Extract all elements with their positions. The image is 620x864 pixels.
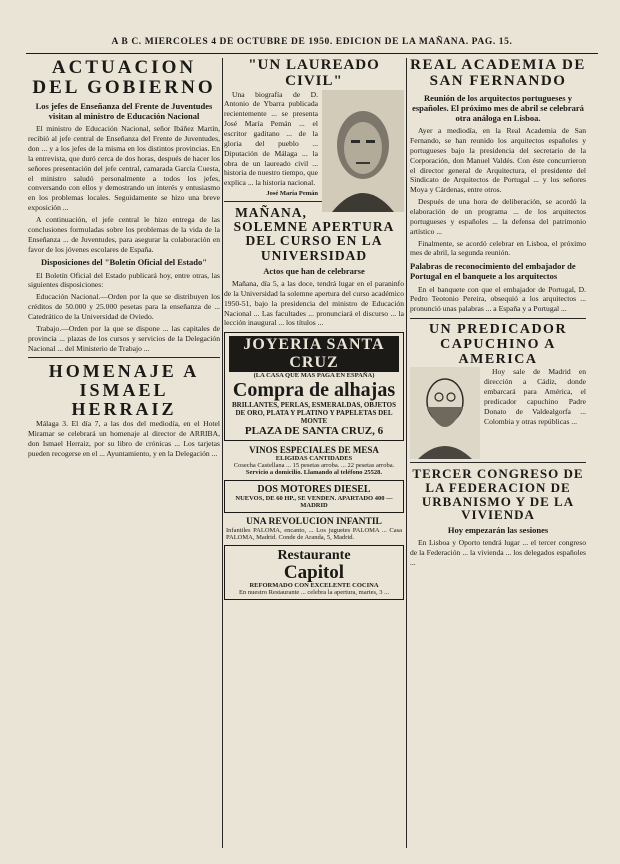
headline-predicador: UN PREDICADOR CAPUCHINO A AMERICA: [428, 322, 568, 367]
paragraph: A continuación, el jefe central le hizo entrega de las conclusiones formuladas sobre los problemas de la vida de la Enseñanza ... de Juventudes, para asegurar la colaboración en favor de los jóvenes escolares de España.: [28, 214, 220, 254]
ad-joyeria-offer: Compra de alhajas: [232, 379, 396, 402]
ad-joyeria-address: PLAZA DE SANTA CRUZ, 6: [244, 425, 384, 438]
headline-actuacion: ACTUACION DEL GOBIERNO: [32, 58, 216, 98]
headline-homenaje: HOMENAJE A ISMAEL HERRAIZ: [48, 361, 200, 420]
paragraph: Después de una hora de deliberación, se acordó la elaboración de un programa ... de los arquitectos portugueses y españoles ... la defensa del patrimonio artístico ...: [410, 197, 586, 236]
headline-academia: REAL ACADEMIA DE SAN FERNANDO: [410, 58, 586, 89]
column-2: [224, 58, 404, 848]
ad-restaurante: [224, 545, 404, 600]
subhead-actos: Actos que han de celebrarse: [263, 265, 365, 276]
ad-motores-text: NUEVOS, DE 60 HP., SE VENDEN. APARTADO 400 — MADRID: [235, 495, 393, 510]
paragraph: Mañana, día 5, a las doce, tendrá lugar en el paraninfo de la Universidad la solemne apertura del curso académico 1950-51, bajo la presidencia del ministro de Educación Nacional ... Las facultades ... pronunciará el discurso ... la lección inaugural ... los títulos ...: [224, 278, 404, 328]
ad-restaurante-name1: Restaurante: [277, 548, 351, 564]
article-congreso: [410, 538, 586, 568]
ad-vinos-phone: Servicio a domicilio. Llamando al teléfono 25528.: [245, 469, 383, 477]
ad-joyeria: [224, 332, 404, 441]
headline-laureado: "UN LAUREADO CIVIL": [248, 58, 380, 89]
column-1: [28, 58, 220, 848]
ad-paloma: [224, 517, 404, 541]
paragraph: Trabajo.—Orden por la que se dispone ... las capitales de provincia ... plazas de los cursos y servicios de la Delegación Nacional ... del Ministerio de Trabajo ...: [28, 323, 220, 353]
ad-joyeria-tagline: (LA CASA QUE MAS PAGA EN ESPAÑA): [253, 372, 375, 380]
divider: [410, 318, 586, 319]
subhead-jefes: Los jefes de Enseñanza del Frente de Juventudes visitan al ministro de Educación Nacional: [35, 100, 213, 122]
ad-joyeria-name: JOYERIA SANTA CRUZ: [229, 336, 399, 372]
sketch-image: [410, 367, 480, 459]
ad-paloma-text: Infantiles PALOMA, encanto, ... Los juguetes PALOMA ... Casa PALOMA, Madrid. Conde de Aranda, 5, Madrid.: [226, 527, 402, 542]
headline-congreso: TERCER CONGRESO DE LA FEDERACION DE URBANISMO Y DE LA VIVIENDA: [412, 466, 584, 523]
article-embajador: [410, 285, 586, 315]
article-academia: [410, 126, 586, 258]
ad-motores-title: DOS MOTORES DIESEL: [257, 484, 371, 496]
ad-restaurante-text2: En nuestro Restaurante ... celebra la apertura, martes, 3 ...: [239, 589, 389, 597]
paragraph: En el banquete con que el embajador de Portugal, D. Pedro Teotonio Pereira, obsequió a los arquitectos ... pronunció unas palabras ... a España y a Portugal ...: [410, 284, 586, 314]
photo-caption: José María Pemán: [266, 190, 318, 198]
column-rule-1: [222, 58, 223, 848]
article-homenaje: [28, 419, 220, 458]
subhead-arquitectos: Reunión de los arquitectos portugueses y españoles. El próximo mes de abril se celebrará otra análoga en Lisboa.: [412, 92, 584, 123]
subhead-boletin: Disposiciones del "Boletín Oficial del Estado": [41, 257, 207, 268]
portrait-photo: [322, 90, 404, 212]
ad-motores: [224, 480, 404, 513]
subhead-sesiones: Hoy empezarán las sesiones: [447, 524, 549, 535]
column-3: [410, 58, 586, 848]
article-actuacion: [28, 124, 220, 254]
ad-joyeria-items: BRILLANTES, PERLAS, ESMERALDAS, OBJETOS DE ORO, PLATA Y PLATINO Y PAPELETAS DEL MONTE: [231, 401, 397, 426]
ad-vinos-sub: ELIGIDAS CANTIDADES: [275, 455, 353, 463]
paragraph: Hoy sale de Madrid en dirección a Cádiz, donde embarcará para América, el predicador capuchino Padre Donato de Valdealgorfa ... Colombia y otras repúblicas ...: [484, 367, 586, 426]
ad-restaurante-name2: Capitol: [283, 562, 345, 584]
paragraph: En Lisboa y Oporto tendrá lugar ... el tercer congreso de la Federación ... la vivienda ... los delegados españoles ...: [410, 538, 586, 567]
paragraph: Educación Nacional.—Orden por la que se distribuyen los créditos de 50.000 y 25.000 pesetas para la enseñanza de ... Catedrático de la Universidad de Oviedo.: [28, 292, 220, 322]
subhead-embajador: Palabras de reconocimiento del embajador de Portugal en el banquete a los arquitectos: [410, 261, 576, 282]
paragraph: Una biografía de D. Antonio de Ybarra publicada recientemente ... se presenta José María Pemán ... el escritor gaditano ... de la gloria del pueblo ... Diputación de Málaga ... la obra de un laureado civil ... historia de nuestro tiempo, que explica ... la historia nacional.: [224, 89, 318, 188]
page-header: A B C. MIERCOLES 4 DE OCTUBRE DE 1950. EDICION DE LA MAÑANA. PAG. 15.: [26, 37, 598, 54]
paragraph: Ayer a mediodía, en la Real Academia de San Fernando, se han reunido los arquitectos españoles y portugueses bajo la presidencia del secretario de la Corporación, don Manuel Valdés. Con éste concurrieron el director general de Arquitectura, el presidente del Sindicato de Arquitectos de Portugal ... y los señores Moya y Cárdenas, entre otros.: [410, 126, 586, 195]
portrait-sketch: [410, 367, 480, 459]
paragraph: El ministro de Educación Nacional, señor Ibáñez Martín, recibió al jefe central de Enseñanza del Frente de Juventudes, don ... y a los jefes de la misma en los distintos provincias. En la entrevista, que duró cerca de dos horas, después de hacer los señores presentación del jefe central, camarada García Cuesta, el ministro saludó personalmente a todos los jefes, conversando con ellos y demostrando un interés y entusiasmo en los problemas locales. Seguidamente se hizo una breve exposición ...: [28, 124, 220, 213]
divider: [28, 357, 220, 358]
ad-vinos-title: VINOS ESPECIALES DE MESA: [249, 445, 379, 456]
headline-universidad: MAÑANA, SOLEMNE APERTURA DEL CURSO EN LA UNIVERSIDAD: [233, 205, 395, 263]
column-rule-2: [406, 58, 407, 848]
paragraph: Málaga 3. El día 7, a las dos del mediodía, en el Hotel Miramar se celebrará un homenaje al director de ARRIBA, don Ismael Herraiz, por su libro de crónicas ... Los tarjetas pueden recogerse en el ... Ayuntamiento, y en la Delegación ...: [28, 419, 220, 458]
article-boletin: [28, 271, 220, 354]
divider: [410, 462, 586, 463]
ad-restaurante-text: REFORMADO CON EXCELENTE COCINA: [249, 582, 379, 590]
ad-vinos: [224, 445, 404, 476]
ad-paloma-title: UNA REVOLUCION INFANTIL: [246, 517, 382, 528]
paragraph: El Boletín Oficial del Estado publicará hoy, entre otras, las siguientes disposiciones:: [28, 270, 220, 290]
paragraph: Finalmente, se acordó celebrar en Lisboa, el próximo mes de abril, la segunda reunión.: [410, 238, 586, 258]
article-universidad: [224, 279, 404, 328]
portrait-image: [322, 90, 404, 212]
ad-vinos-text: Cosecha Castellana ... 15 pesetas arroba. ... 22 pesetas arroba.: [233, 462, 395, 470]
